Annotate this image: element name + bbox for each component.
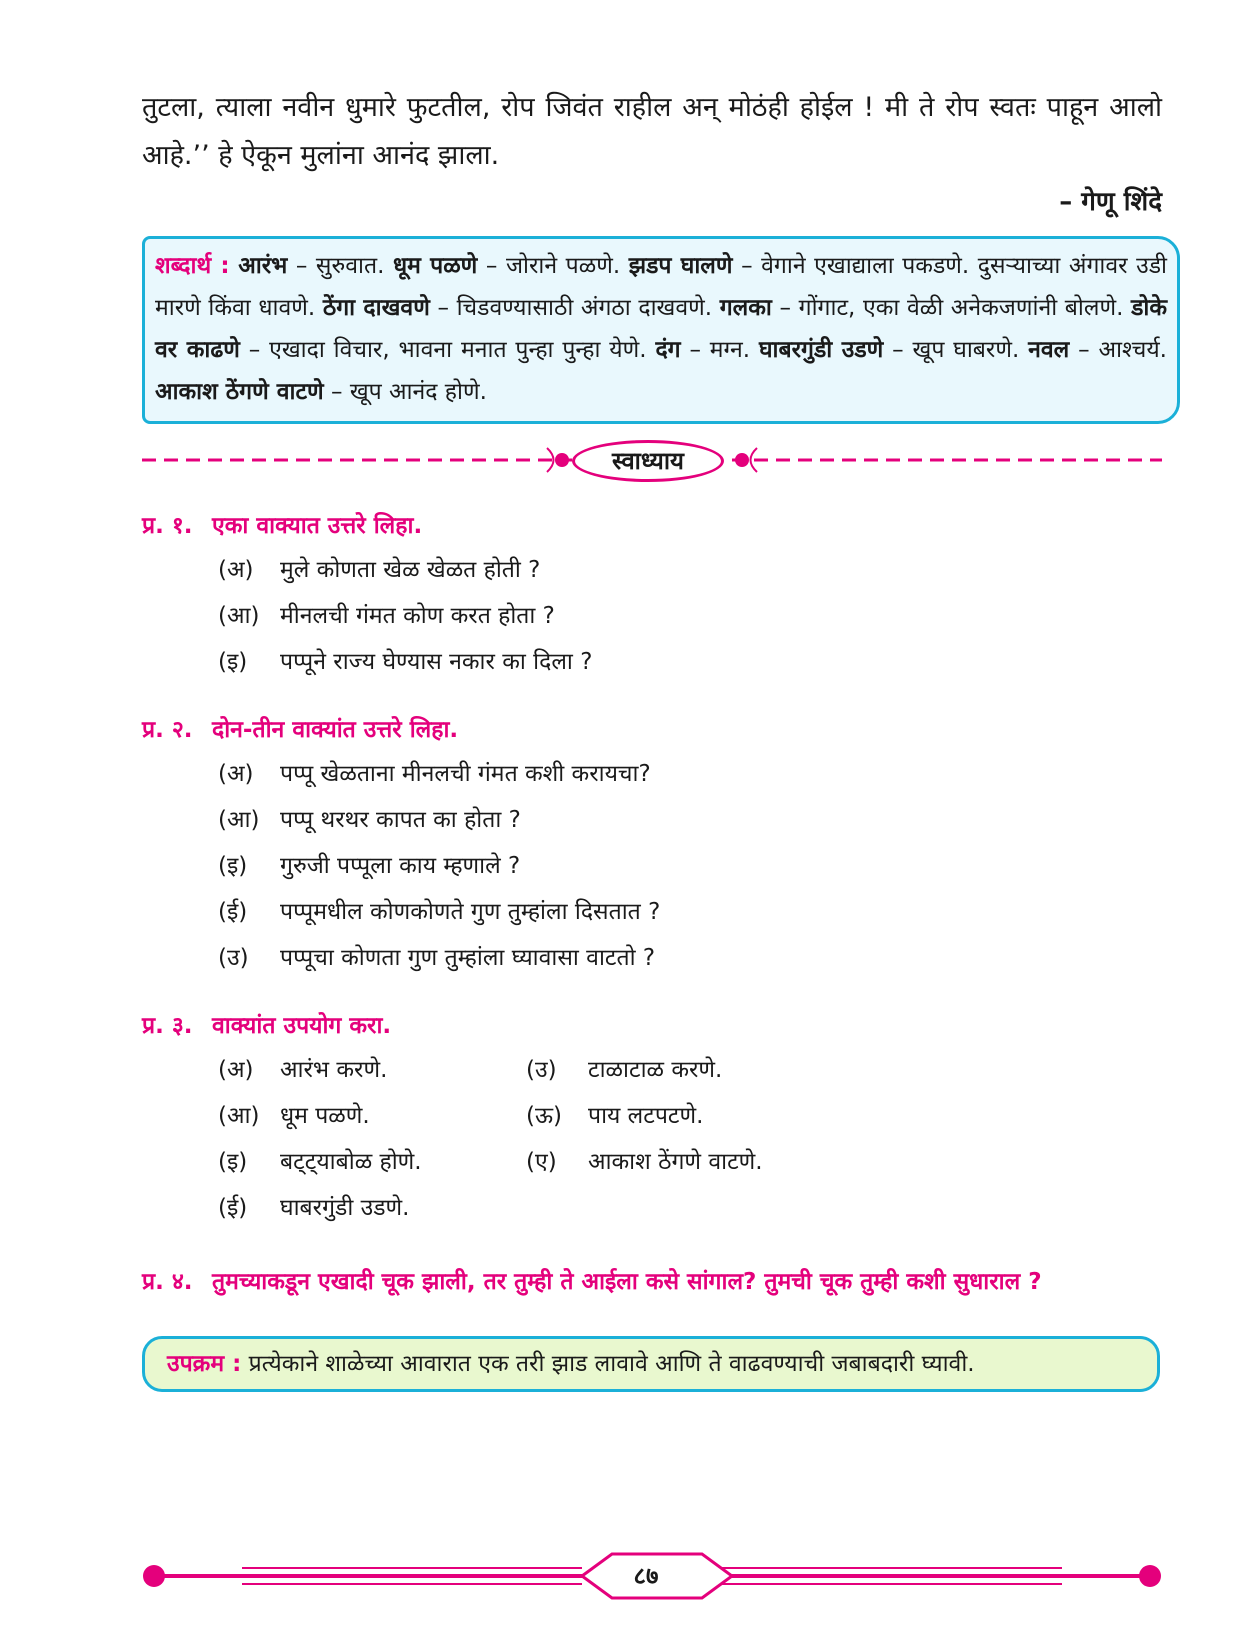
item-mark: (ई) — [218, 899, 248, 925]
author-name: – गेणू शिंदे — [1059, 187, 1162, 217]
glossary-meaning: – वेगाने एखाद्याला पकडणे. दुसऱ्याच्या अंगावर उडी मारणे किंवा धावणे. — [155, 253, 1167, 321]
answer-item — [218, 644, 592, 676]
glossary-term: आरंभ — [238, 253, 288, 279]
question-1 — [142, 508, 422, 540]
question-number: प्र. १. — [142, 513, 193, 539]
answer-item — [218, 756, 651, 788]
section-title-badge: स्वाध्याय — [572, 440, 724, 482]
answer-item — [526, 1052, 722, 1084]
glossary-meaning: – जोराने पळणे. — [477, 253, 629, 279]
question-text: एका वाक्यात उत्तरे लिहा. — [212, 513, 423, 539]
item-text: पप्पू खेळताना मीनलची गंमत कशी करायचा? — [280, 761, 651, 787]
question-number: प्र. २. — [142, 717, 193, 743]
glossary-meaning: – खूप घाबरणे. — [883, 337, 1029, 363]
glossary-meaning: – मग्न. — [680, 337, 759, 363]
answer-item — [218, 802, 521, 834]
activity-label: उपक्रम : — [167, 1351, 242, 1377]
activity-text: प्रत्येकाने शाळेच्या आवारात एक तरी झाड लावावे आणि ते वाढवण्याची जबाबदारी घ्यावी. — [241, 1351, 975, 1377]
item-mark: (अ) — [218, 1057, 254, 1083]
question-text: दोन-तीन वाक्यांत उत्तरे लिहा. — [212, 717, 459, 743]
item-mark: (आ) — [218, 1103, 260, 1129]
item-mark: (ए) — [526, 1149, 557, 1175]
item-text: पप्पूने राज्य घेण्यास नकार का दिला ? — [280, 649, 593, 675]
item-text: पाय लटपटणे. — [588, 1103, 704, 1129]
item-text: धूम पळणे. — [280, 1103, 370, 1129]
answer-item — [218, 552, 540, 584]
question-text: वाक्यांत उपयोग करा. — [212, 1013, 392, 1039]
item-text: पप्पूमधील कोणकोणते गुण तुम्हांला दिसतात ? — [280, 899, 661, 925]
glossary-term: नवल — [1028, 337, 1070, 363]
item-text: गुरुजी पप्पूला काय म्हणाले ? — [280, 853, 521, 879]
item-text: घाबरगुंडी उडणे. — [280, 1195, 410, 1221]
item-mark: (इ) — [218, 853, 248, 879]
answer-item — [218, 1190, 409, 1222]
item-mark: (इ) — [218, 649, 248, 675]
glossary-term: ठेंगा दाखवणे — [322, 295, 430, 321]
answer-item — [218, 598, 555, 630]
glossary-term: घाबरगुंडी उडणे — [758, 337, 884, 363]
page-number: ८७ — [633, 1562, 659, 1590]
item-mark: (अ) — [218, 761, 254, 787]
glossary-meaning: – एखादा विचार, भावना मनात पुन्हा पुन्हा येणे. — [239, 337, 656, 363]
answer-item — [218, 1052, 387, 1084]
item-text: मीनलची गंमत कोण करत होता ? — [280, 603, 555, 629]
item-mark: (ऊ) — [526, 1103, 563, 1129]
glossary-label: शब्दार्थ : — [155, 253, 230, 279]
item-text: पप्पूचा कोणता गुण तुम्हांला घ्यावासा वाटतो ? — [280, 945, 656, 971]
item-text: बट्ट्याबोळ होणे. — [280, 1149, 422, 1175]
glossary-meaning: – चिडवण्यासाठी अंगठा दाखवणे. — [429, 295, 720, 321]
answer-item — [218, 848, 520, 880]
glossary-term: धूम पळणे — [392, 253, 478, 279]
question-2 — [142, 712, 458, 744]
item-mark: (आ) — [218, 807, 260, 833]
item-text: पप्पू थरथर कापत का होता ? — [280, 807, 521, 833]
glossary-term: गलका — [719, 295, 772, 321]
glossary-term: झडप घालणे — [628, 253, 733, 279]
glossary-meaning: – सुरुवात. — [287, 253, 393, 279]
question-text: तुमच्याकडून एखादी चूक झाली, तर तुम्ही ते आईला कसे सांगाल? तुमची चूक तुम्ही कशी सुधाराल ? — [212, 1269, 1042, 1295]
glossary-box — [142, 236, 1180, 424]
item-mark: (ई) — [218, 1195, 248, 1221]
answer-item — [526, 1098, 703, 1130]
item-text: टाळाटाळ करणे. — [588, 1057, 723, 1083]
item-mark: (अ) — [218, 557, 254, 583]
question-3 — [142, 1008, 391, 1040]
answer-item — [218, 1144, 422, 1176]
glossary-meaning: – आश्चर्य. — [1069, 337, 1167, 363]
question-number: प्र. ३. — [142, 1013, 193, 1039]
answer-item — [218, 1098, 370, 1130]
item-text: मुले कोणता खेळ खेळत होती ? — [280, 557, 541, 583]
question-4 — [142, 1264, 1042, 1296]
item-mark: (उ) — [218, 945, 249, 971]
answer-item — [218, 894, 660, 926]
answer-item — [526, 1144, 763, 1176]
glossary-meaning: – गोंगाट, एका वेळी अनेकजणांनी बोलणे. — [771, 295, 1132, 321]
item-text: आकाश ठेंगणे वाटणे. — [588, 1149, 763, 1175]
answer-item — [218, 940, 655, 972]
glossary-meaning: – खूप आनंद होणे. — [323, 379, 487, 405]
story-paragraph: तुटला, त्याला नवीन धुमारे फुटतील, रोप जिवंत राहील अन् मोठंही होईल ! मी ते रोप स्वतः पाहून आलो आहे.’’ हे ऐकून मुलांना आनंद झाला. — [142, 92, 1162, 171]
item-mark: (आ) — [218, 603, 260, 629]
glossary-term: डोके वर काढणे — [155, 295, 1167, 363]
glossary-term: दंग — [655, 337, 681, 363]
item-text: आरंभ करणे. — [280, 1057, 388, 1083]
item-mark: (इ) — [218, 1149, 248, 1175]
item-mark: (उ) — [526, 1057, 557, 1083]
glossary-term: आकाश ठेंगणे वाटणे — [155, 379, 324, 405]
question-number: प्र. ४. — [142, 1269, 193, 1295]
activity-box — [142, 1336, 1160, 1392]
